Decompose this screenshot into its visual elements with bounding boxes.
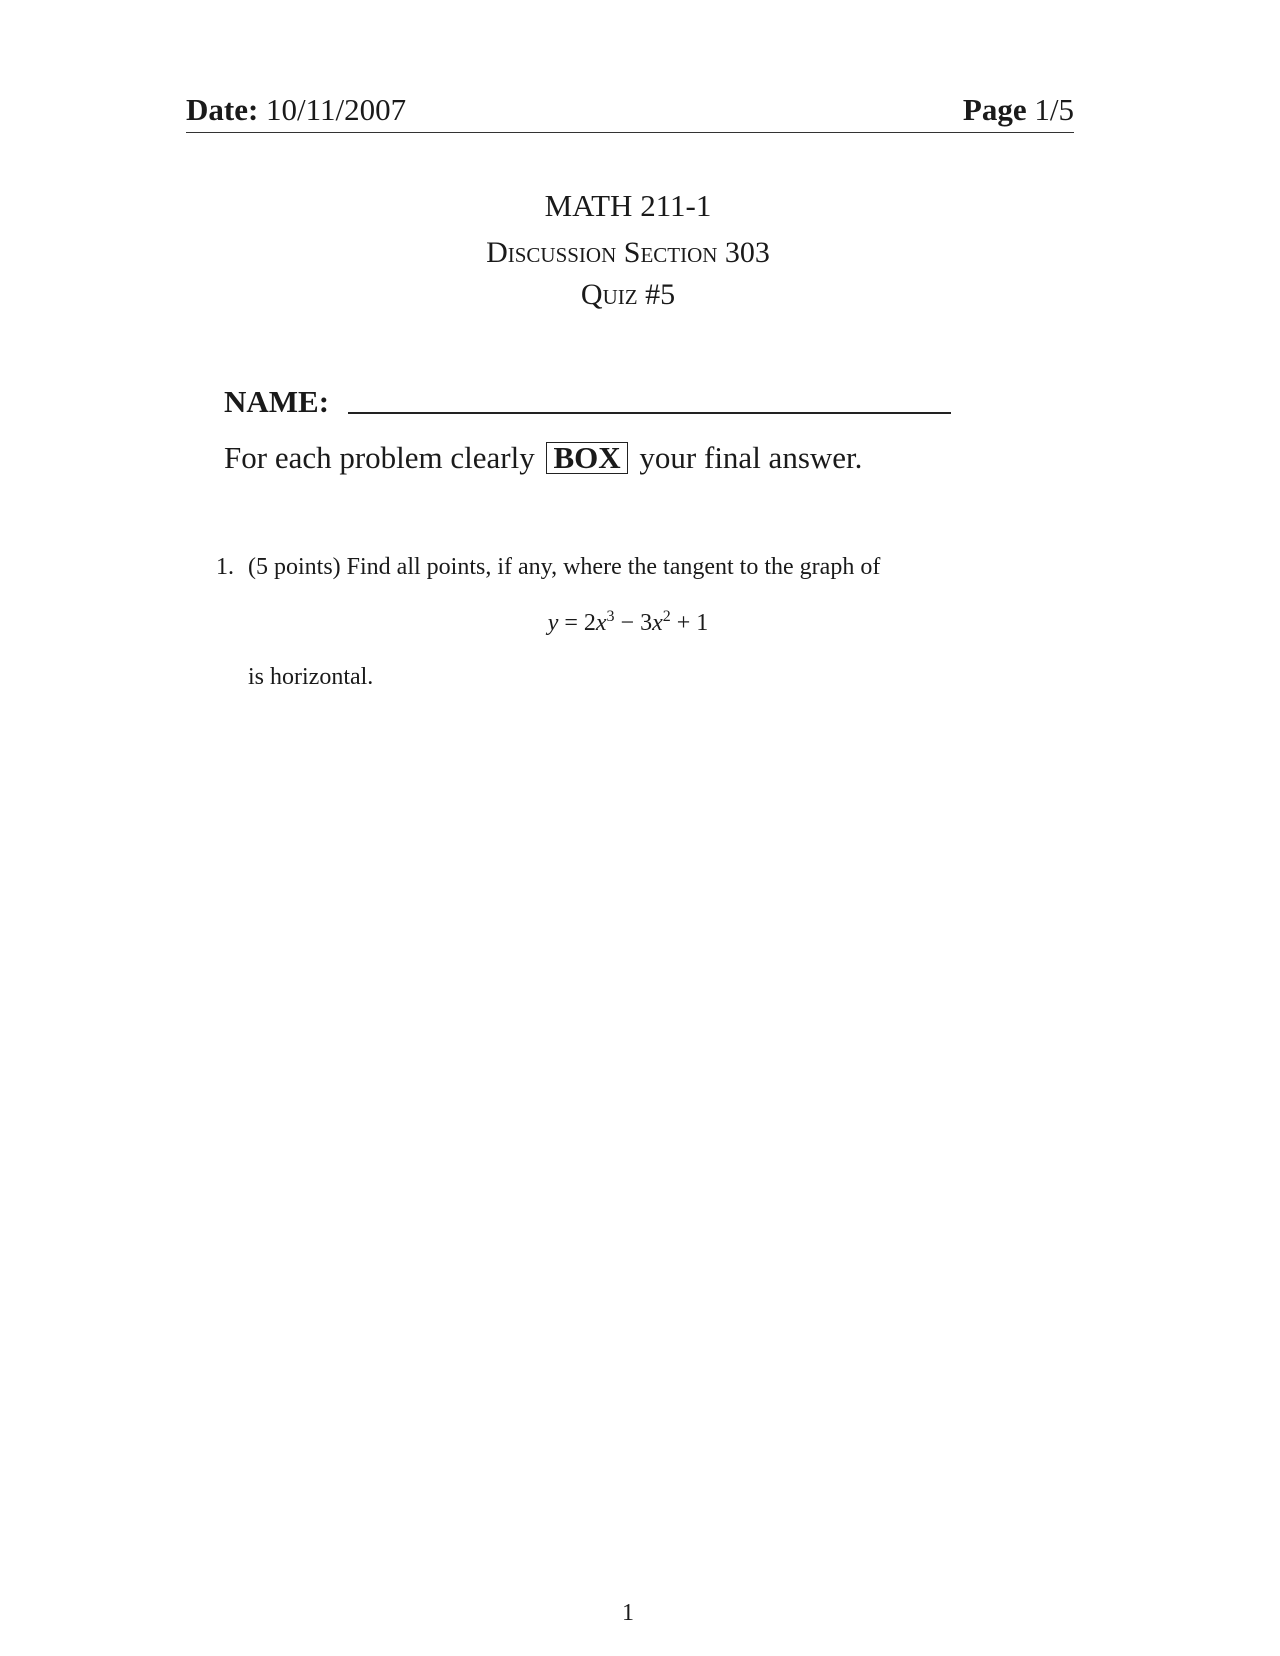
boxed-word: BOX xyxy=(546,442,627,474)
instructions-before: For each problem clearly xyxy=(224,440,535,475)
page-number: 1 xyxy=(622,1600,634,1626)
page-value: 1/5 xyxy=(1034,92,1074,127)
page-indicator xyxy=(963,92,1074,128)
problem-1 xyxy=(216,554,880,581)
problem-followup: is horizontal. xyxy=(248,664,374,690)
page-header xyxy=(186,92,1074,133)
problem-number: 1. xyxy=(216,554,234,580)
name-label: NAME: xyxy=(224,384,330,419)
course-title: MATH 211-1 xyxy=(544,188,712,223)
section-title: Discussion Section 303 xyxy=(486,236,770,269)
problem-text: (5 points) Find all points, if any, where the tangent to the graph of xyxy=(248,554,881,580)
problem-equation: $y = 2x^3 - 3x^2 + 1$ xyxy=(547,608,709,636)
quiz-title: Quiz #5 xyxy=(580,278,676,311)
page-label: Page xyxy=(962,92,1027,127)
date-label: Date: xyxy=(186,92,259,127)
name-field-line[interactable] xyxy=(348,412,951,414)
date xyxy=(186,92,406,128)
date-value: 10/11/2007 xyxy=(266,92,407,127)
instructions xyxy=(224,440,862,476)
instructions-after: your final answer. xyxy=(639,440,863,475)
